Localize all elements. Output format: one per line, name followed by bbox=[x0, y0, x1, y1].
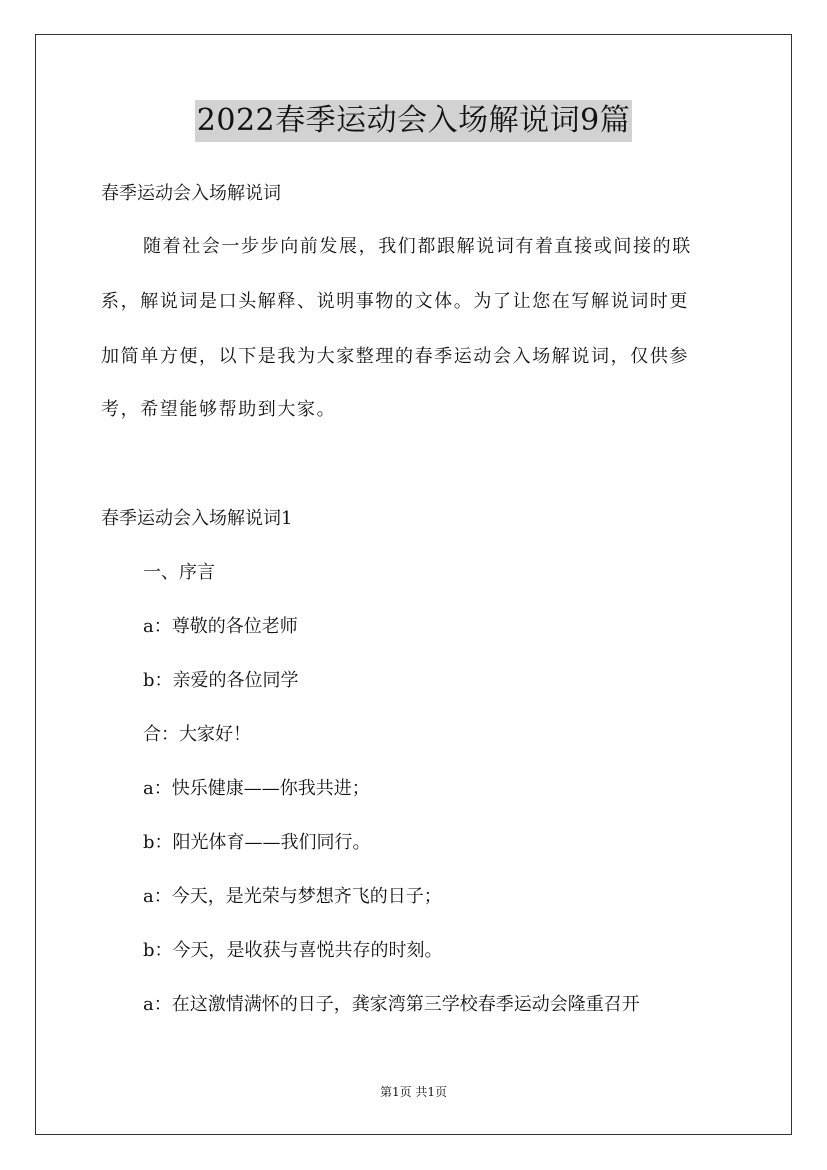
script-line-8: b：今天，是收获与喜悦共存的时刻。 bbox=[143, 940, 443, 961]
intro-line-2: 系，解说词是口头解释、说明事物的文体。为了让您在写解说词时更 bbox=[101, 291, 689, 312]
intro-line-3: 加简单方便，以下是我为大家整理的春季运动会入场解说词，仅供参 bbox=[101, 346, 689, 367]
script-line-2: a：尊敬的各位老师 bbox=[143, 616, 298, 637]
page-footer: 第1页 共1页 bbox=[379, 1085, 448, 1099]
part-heading: 春季运动会入场解说词1 bbox=[101, 508, 293, 529]
script-line-1: 一、序言 bbox=[143, 562, 215, 583]
script-line-6: b：阳光体育——我们同行。 bbox=[143, 832, 371, 853]
section-heading: 春季运动会入场解说词 bbox=[101, 183, 281, 204]
script-line-5: a：快乐健康——你我共进； bbox=[143, 778, 370, 799]
document-title: 2022春季运动会入场解说词9篇 bbox=[195, 100, 632, 142]
intro-line-4: 考，希望能够帮助到大家。 bbox=[101, 399, 337, 420]
script-line-9: a：在这激情满怀的日子，龚家湾第三学校春季运动会隆重召开 bbox=[143, 994, 640, 1015]
script-line-4: 合：大家好！ bbox=[143, 724, 251, 745]
intro-line-1: 随着社会一步步向前发展，我们都跟解说词有着直接或间接的联 bbox=[143, 236, 692, 257]
script-line-3: b：亲爱的各位同学 bbox=[143, 670, 299, 691]
script-line-7: a：今天，是光荣与梦想齐飞的日子； bbox=[143, 886, 442, 907]
title-container bbox=[0, 100, 827, 142]
